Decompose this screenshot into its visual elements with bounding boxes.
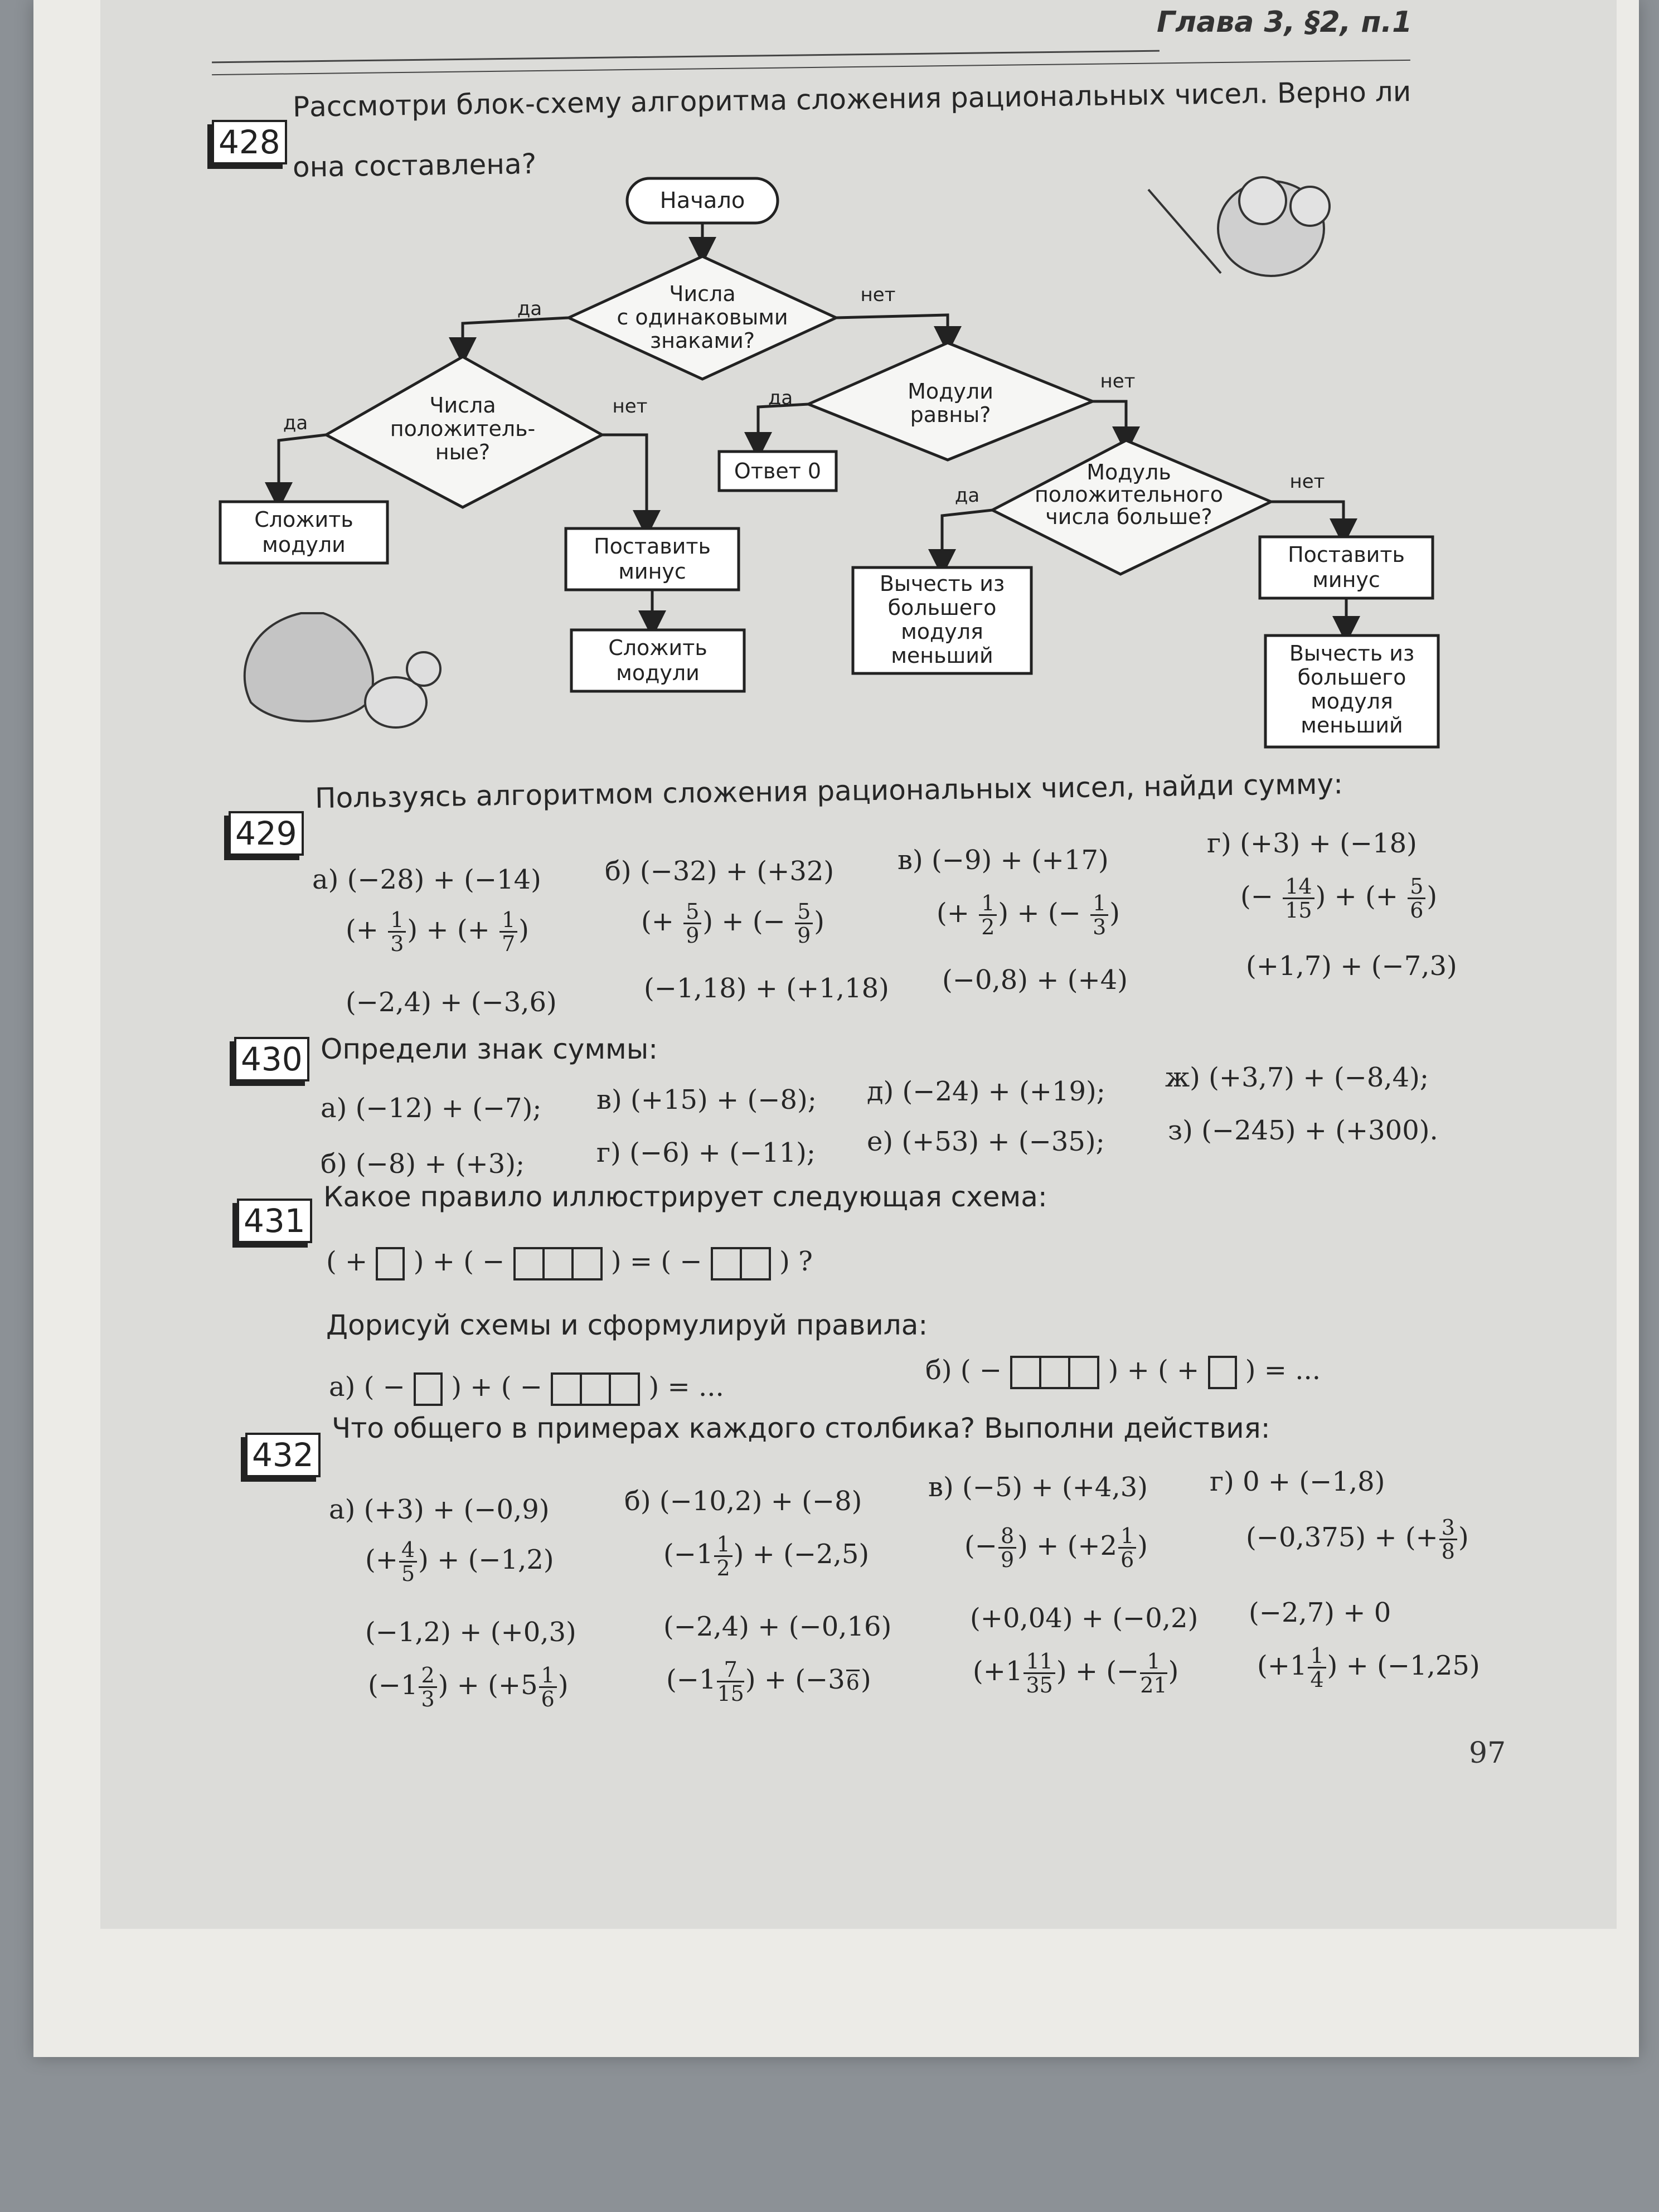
exercise-number-429: 429	[229, 811, 304, 856]
ex429-b2: (+ $\frac{5}{9}$ ) + (− $\frac{5}{9}$ )	[641, 899, 824, 948]
ex432-c3: (+0,04) + (−0,2)	[970, 1603, 1199, 1634]
exercise-430-text: Определи знак суммы:	[321, 1033, 658, 1065]
ex432-a2: (+ $\frac{4}{5}$ ) + (−1,2)	[365, 1537, 554, 1586]
flow-label-d4-1: положительного	[1034, 482, 1224, 507]
ex430-g: г) (−6) + (−11);	[596, 1137, 816, 1168]
flow-label-d2-1: положитель-	[390, 416, 536, 441]
ex429-d1: г) (+3) + (−18)	[1207, 828, 1417, 859]
flow-label-no: нет	[1100, 370, 1136, 392]
ex430-e: е) (+53) + (−35);	[867, 1126, 1105, 1157]
flow-label-subtract-3: меньший	[891, 643, 993, 668]
flow-label-yes: да	[283, 412, 308, 434]
flow-label-no: нет	[612, 395, 648, 418]
flow-label-d3-1: равны?	[910, 402, 991, 427]
flow-label-answer0: Ответ 0	[734, 459, 822, 483]
exercise-431-text: Какое правило иллюстрирует следующая схема:	[323, 1181, 1047, 1213]
flow-label-yes: да	[954, 484, 980, 507]
flow-label-put_minus-1: минус	[1312, 567, 1380, 592]
ex430-d: д) (−24) + (+19);	[867, 1076, 1105, 1107]
ex432-a1: а) (+3) + (−0,9)	[329, 1494, 550, 1525]
mouse-with-pen-illustration	[1148, 177, 1330, 276]
flow-label-yes: да	[768, 387, 793, 409]
ex430-zh: ж) (+3,7) + (−8,4);	[1165, 1062, 1429, 1093]
flow-label-sum_moduli-1: модули	[616, 661, 700, 685]
ex432-d4: (+1 $\frac{1}{4}$ ) + (−1,25)	[1257, 1643, 1480, 1692]
ex432-c4: (+1 $\frac{11}{35}$ ) + (− $\frac{1}{21}$ )	[973, 1649, 1179, 1697]
ex429-a2: (+ $\frac{1}{3}$ ) + (+ $\frac{1}{7}$ )	[346, 908, 529, 956]
mouse-with-bag-illustration	[245, 613, 440, 727]
ex432-c1: в) (−5) + (+4,3)	[928, 1472, 1148, 1503]
exercise-number-428: 428	[212, 120, 287, 164]
ex432-d1: г) 0 + (−1,8)	[1210, 1466, 1385, 1497]
chapter-header: Глава 3, §2, п.1	[1157, 6, 1413, 39]
flow-label-put_minus-0: Поставить	[1288, 542, 1405, 567]
flow-label-subtract-3: меньший	[1301, 713, 1403, 738]
ex430-a: а) (−12) + (−7);	[321, 1093, 542, 1124]
flow-label-d1-0: Числа	[669, 282, 736, 306]
flow-label-subtract-1: большего	[887, 595, 997, 620]
ex429-a3: (−2,4) + (−3,6)	[346, 987, 557, 1018]
flow-label-put_minus-1: минус	[618, 559, 686, 584]
ex430-z: з) (−245) + (+300).	[1168, 1115, 1438, 1146]
ex429-c1: в) (−9) + (+17)	[898, 845, 1109, 876]
flow-label-d1-2: знаками?	[649, 328, 755, 353]
exercise-429-text: Пользуясь алгоритмом сложения рациональных чисел, найди сумму:	[314, 768, 1343, 814]
flow-label-no: нет	[1289, 470, 1325, 493]
exercise-number-431: 431	[237, 1199, 312, 1243]
flow-label-subtract-2: модуля	[1311, 689, 1393, 714]
exercise-number-430: 430	[234, 1037, 309, 1081]
ex432-a3: (−1,2) + (+0,3)	[365, 1617, 576, 1648]
exercise-432-text: Что общего в примерах каждого столбика? Выполни действия:	[332, 1412, 1270, 1444]
flow-label-d4-2: числа больше?	[1045, 505, 1212, 529]
ex432-b3: (−2,4) + (−0,16)	[663, 1611, 892, 1642]
flow-label-sum_moduli-0: Сложить	[608, 636, 707, 660]
ex429-c3: (−0,8) + (+4)	[942, 964, 1128, 996]
flow-label-subtract-1: большего	[1297, 665, 1406, 690]
flow-label-put_minus-0: Поставить	[594, 534, 711, 559]
flow-label-subtract-0: Вычесть из	[879, 571, 1005, 596]
ex429-d2: (− $\frac{14}{15}$ ) + (+ $\frac{5}{6}$ )	[1240, 874, 1438, 923]
flow-label-d2-2: ные?	[435, 440, 491, 464]
ex432-d2: (−0,375) + (+ $\frac{3}{8}$ )	[1246, 1515, 1469, 1564]
exercise-431-text-2: Дорисуй схемы и сформулируй правила:	[326, 1309, 928, 1341]
exercise-428-text-2: она составлена?	[292, 147, 537, 183]
ex430-v: в) (+15) + (−8);	[596, 1084, 817, 1115]
flow-start-label: Начало	[659, 188, 745, 214]
ex432-b4: (−1 $\frac{7}{15}$ ) + (−3 6 )	[666, 1657, 871, 1706]
ex429-b3: (−1,18) + (+1,18)	[644, 973, 889, 1004]
flow-label-d2-0: Числа	[429, 393, 496, 418]
ex430-b: б) (−8) + (+3);	[321, 1148, 525, 1180]
ex429-a1: а) (−28) + (−14)	[312, 864, 541, 895]
flow-label-yes: да	[517, 298, 542, 320]
flow-label-subtract-0: Вычесть из	[1289, 641, 1415, 666]
flow-label-d4-0: Модуль	[1086, 460, 1171, 484]
ex432-c2: (− $\frac{8}{9}$ ) + (+2 $\frac{1}{6}$ )	[964, 1524, 1148, 1572]
flow-label-no: нет	[860, 284, 896, 306]
flow-label-d1-1: с одинаковыми	[617, 305, 788, 329]
ex432-a4: (−1 $\frac{2}{3}$ ) + (+5 $\frac{1}{6}$ )	[368, 1663, 569, 1711]
flow-label-d3-0: Модули	[908, 379, 993, 404]
exercise-428-text-1: Рассмотри блок-схему алгоритма сложения рациональных чисел. Верно ли	[292, 75, 1411, 123]
flowchart	[201, 167, 1494, 769]
page-number: 97	[1469, 1736, 1506, 1770]
ex432-b2: (−1 $\frac{1}{2}$ ) + (−2,5)	[663, 1532, 870, 1580]
ex429-c2: (+ $\frac{1}{2}$ ) + (− $\frac{1}{3}$ )	[937, 891, 1120, 939]
flow-label-subtract-2: модуля	[901, 619, 983, 644]
ex432-d3: (−2,7) + 0	[1249, 1597, 1391, 1628]
exercise-number-432: 432	[245, 1433, 321, 1477]
flow-label-sum_moduli-1: модули	[262, 532, 346, 557]
scheme-431: ( + ) + ( − ) = ( − ) ?	[326, 1246, 813, 1280]
scheme-431-b: б) ( − ) + ( + ) = ...	[925, 1355, 1321, 1389]
ex429-d3: (+1,7) + (−7,3)	[1246, 950, 1457, 982]
ex432-b1: б) (−10,2) + (−8)	[624, 1486, 862, 1517]
scheme-431-a: а) ( − ) + ( − ) = ...	[329, 1371, 724, 1406]
flow-label-sum_moduli-0: Сложить	[254, 507, 353, 532]
ex429-b1: б) (−32) + (+32)	[605, 856, 835, 887]
